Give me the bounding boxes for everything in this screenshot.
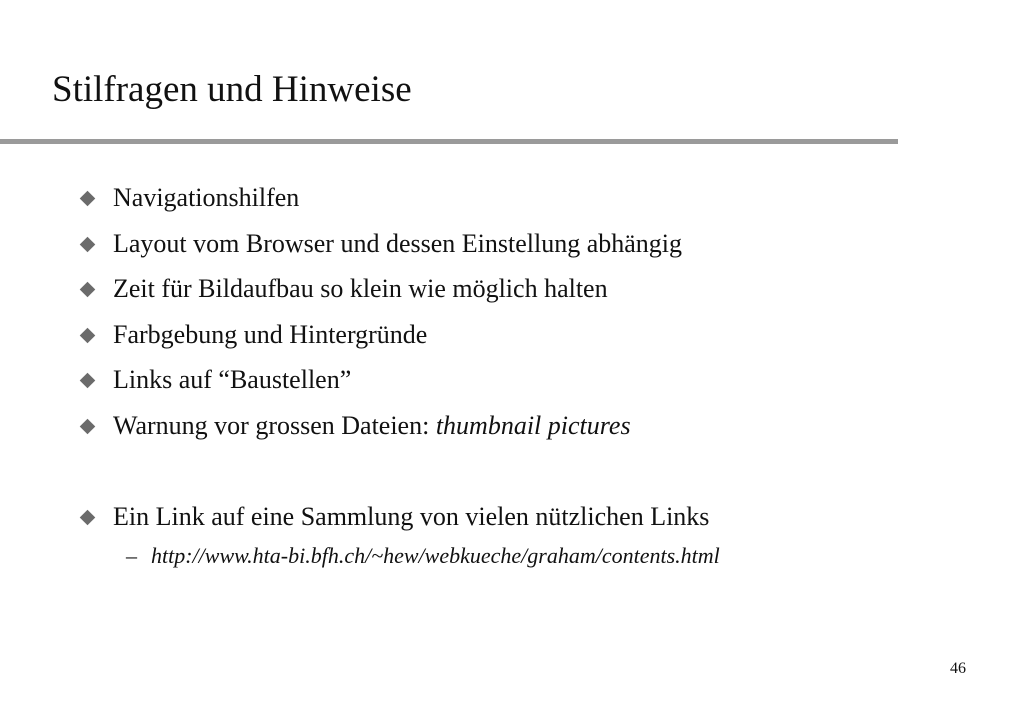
bullet-emphasis: thumbnail pictures xyxy=(435,410,631,440)
list-item xyxy=(80,358,980,404)
bullet-text: Zeit für Bildaufbau so klein wie möglich halten xyxy=(113,274,608,303)
bullet-text: Warnung vor grossen Dateien: xyxy=(113,410,436,440)
sub-list-item xyxy=(80,541,980,571)
bullet-text: Farbgebung und Hintergründe xyxy=(113,319,428,349)
list-item xyxy=(80,222,980,268)
diamond-bullet-icon xyxy=(80,282,96,298)
bullet-text: Ein Link auf eine Sammlung von vielen nützlichen Links xyxy=(113,502,710,531)
url-link[interactable]: http://www.hta-bi.bfh.ch/~hew/webkueche/graham/contents.html xyxy=(151,542,720,568)
list-item xyxy=(80,313,980,359)
diamond-bullet-icon xyxy=(80,510,96,526)
bullet-text: Layout vom Browser und dessen Einstellung abhängig xyxy=(113,228,683,258)
diamond-bullet-icon xyxy=(80,418,96,434)
page-number: 46 xyxy=(950,660,966,677)
bullet-text: Navigationshilfen xyxy=(113,183,300,212)
bullet-list xyxy=(80,176,980,571)
diamond-bullet-icon xyxy=(80,191,96,207)
list-item xyxy=(80,404,980,450)
diamond-bullet-icon xyxy=(80,236,96,252)
bullet-text: Links auf “Baustellen” xyxy=(113,365,352,394)
title-divider xyxy=(0,139,898,144)
diamond-bullet-icon xyxy=(80,327,96,343)
list-item xyxy=(80,176,980,222)
page-title: Stilfragen und Hinweise xyxy=(52,69,412,110)
dash-bullet: – xyxy=(126,542,137,568)
diamond-bullet-icon xyxy=(80,373,96,389)
list-item-links xyxy=(80,495,980,541)
list-item xyxy=(80,267,980,313)
